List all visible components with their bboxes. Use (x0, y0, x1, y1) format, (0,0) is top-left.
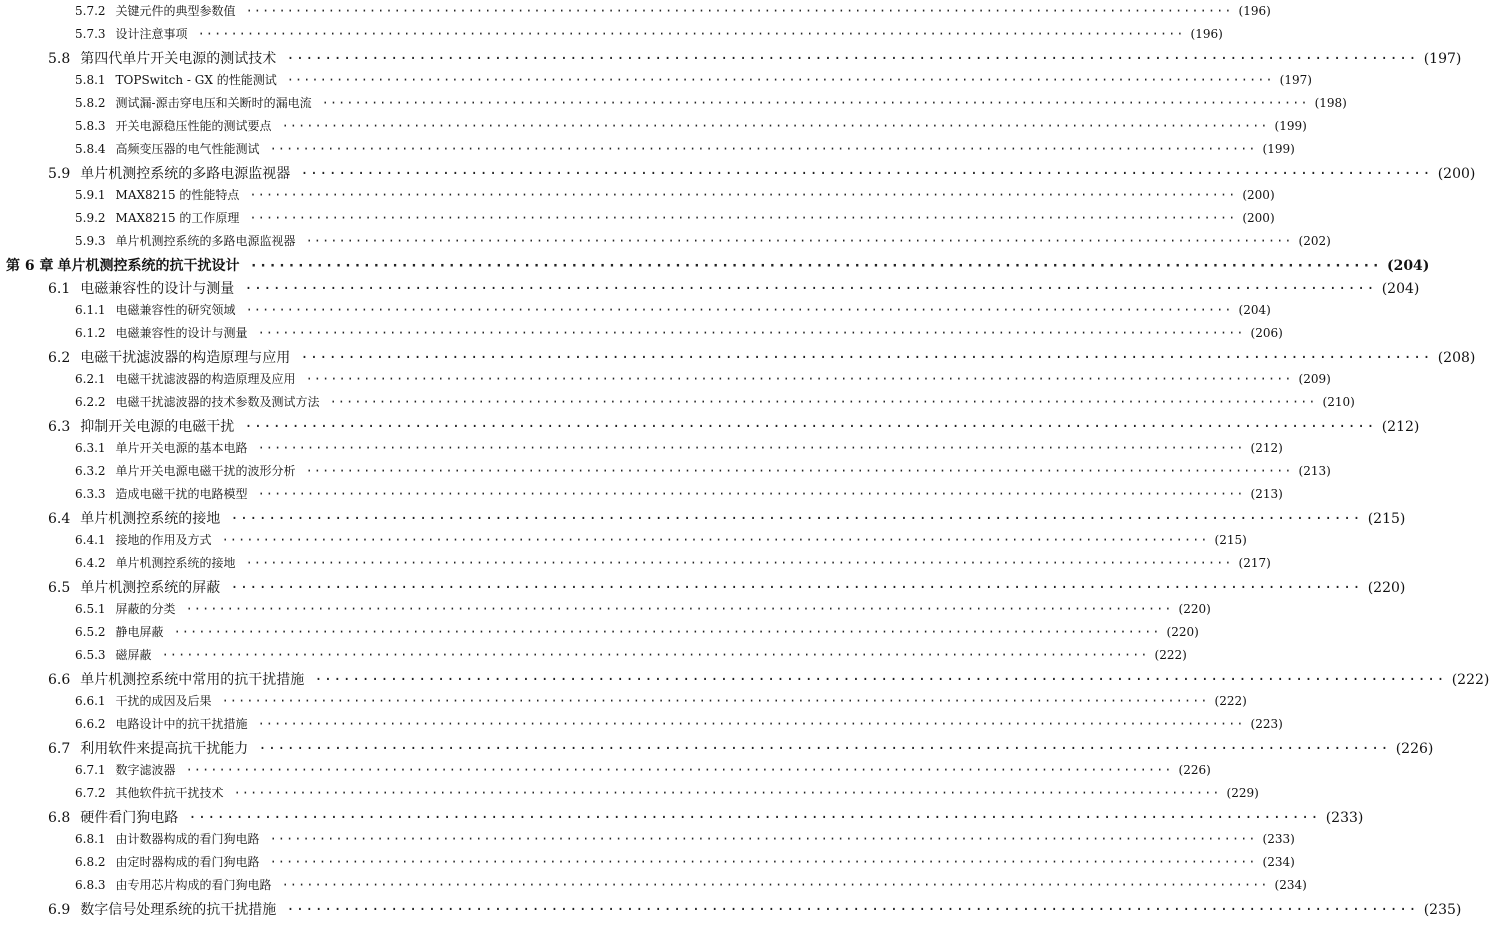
toc-entry-page: (223) (1250, 717, 1283, 731)
dot-leader: ························································································································ (244, 281, 1376, 297)
toc-entry-number: 6.3.1 (75, 441, 106, 455)
toc-entry-page: (220) (1367, 580, 1406, 596)
dot-leader: ························································································································ (221, 533, 1209, 547)
toc-entry[interactable] (0, 669, 1490, 693)
toc-entry-title: 数字滤波器 (115, 763, 176, 777)
dot-leader: ························································································································ (300, 166, 1432, 182)
dot-leader: ························································································································ (329, 395, 1317, 409)
toc-entry-title: 电磁干扰滤波器的构造原理及应用 (115, 372, 296, 386)
toc-entry-number: 6.5 (48, 580, 71, 596)
toc-entry-page: (198) (1314, 96, 1347, 110)
toc-entry[interactable] (0, 255, 1430, 279)
toc-entry-page: (200) (1242, 188, 1275, 202)
toc-entry-title: 设计注意事项 (115, 27, 188, 41)
dot-leader: ························································································································ (249, 188, 1237, 202)
toc-entry-title: 单片机测控系统的抗干扰设计 (57, 258, 240, 274)
dot-leader: ························································································································ (269, 855, 1257, 869)
dot-leader: ························································································································ (185, 602, 1173, 616)
toc-entry-number: 5.7.2 (75, 4, 106, 18)
toc-entry-page: (206) (1250, 326, 1283, 340)
dot-leader: ························································································································ (249, 211, 1237, 225)
dot-leader: ························································································································ (314, 672, 1446, 688)
toc-entry-page: (222) (1154, 648, 1187, 662)
dot-leader: ························································································································ (245, 303, 1233, 317)
dot-leader: ························································································································ (281, 119, 1269, 133)
toc-entry-title: 接地的作用及方式 (115, 533, 212, 547)
dot-leader: ························································································································ (188, 810, 1320, 826)
toc-entry-number: 6.6.1 (75, 694, 106, 708)
toc-entry[interactable] (0, 25, 1223, 47)
toc-entry[interactable] (0, 623, 1199, 645)
dot-leader: ························································································································ (257, 487, 1245, 501)
toc-entry-number: 6.1.2 (75, 326, 106, 340)
dot-leader: ························································································································ (305, 464, 1293, 478)
toc-entry-number: 6.2 (48, 350, 71, 366)
toc-entry-page: (217) (1238, 556, 1271, 570)
toc-entry-page: (215) (1214, 533, 1247, 547)
toc-entry-page: (199) (1262, 142, 1295, 156)
toc-entry-title: 单片开关电源电磁干扰的波形分析 (115, 464, 296, 478)
dot-leader: ························································································································ (305, 234, 1293, 248)
dot-leader: ························································································································ (197, 27, 1185, 41)
toc-entry[interactable] (0, 830, 1295, 852)
toc-entry-number: 5.8.3 (75, 119, 106, 133)
toc-entry-page: (220) (1178, 602, 1211, 616)
toc-entry-number: 5.8.1 (75, 73, 106, 87)
toc-entry-page: (220) (1166, 625, 1199, 639)
toc-entry-title: 单片开关电源的基本电路 (115, 441, 248, 455)
toc-entry[interactable] (0, 784, 1259, 806)
dot-leader: ························································································································ (305, 372, 1293, 386)
toc-entry-page: (199) (1274, 119, 1307, 133)
toc-entry[interactable] (0, 439, 1283, 461)
dot-leader: ························································································································ (286, 73, 1274, 87)
toc-entry-number: 6.5.1 (75, 602, 106, 616)
toc-entry-title: 单片机测控系统的屏蔽 (80, 580, 221, 596)
toc-entry-page: (229) (1226, 786, 1259, 800)
toc-entry-page: (196) (1238, 4, 1271, 18)
toc-entry-title: 第四代单片开关电源的测试技术 (80, 51, 277, 67)
toc-entry-title: 电磁干扰滤波器的技术参数及测试方法 (115, 395, 320, 409)
toc-entry-page: (197) (1423, 51, 1462, 67)
toc-entry-title: TOPSwitch - GX 的性能测试 (115, 73, 277, 87)
toc-entry-title: 关键元件的典型参数值 (115, 4, 236, 18)
toc-entry-title: 电磁兼容性的研究领域 (115, 303, 236, 317)
toc-entry-page: (213) (1298, 464, 1331, 478)
toc-entry-number: 5.9.1 (75, 188, 106, 202)
toc-entry-page: (234) (1262, 855, 1295, 869)
toc-entry-number: 6.9 (48, 902, 71, 918)
toc-entry-title: 干扰的成因及后果 (115, 694, 212, 708)
dot-leader: ························································································································ (286, 902, 1418, 918)
toc-entry[interactable] (0, 232, 1331, 254)
toc-entry-number: 6.6 (48, 672, 71, 688)
toc-entry[interactable] (0, 646, 1187, 668)
toc-entry-number: 6.5.2 (75, 625, 106, 639)
toc-entry-number: 5.8.4 (75, 142, 106, 156)
toc-entry-number: 6.1 (48, 281, 71, 297)
toc-entry-number: 6.2.2 (75, 395, 106, 409)
toc-entry[interactable] (0, 163, 1476, 187)
toc-entry-page: (204) (1381, 281, 1420, 297)
toc-entry-number: 6.6.2 (75, 717, 106, 731)
dot-leader: ························································································································ (245, 556, 1233, 570)
toc-entry[interactable] (0, 2, 1271, 24)
toc-entry-title: 电磁干扰滤波器的构造原理与应用 (80, 350, 291, 366)
toc-entry[interactable] (0, 186, 1275, 208)
toc-entry[interactable] (0, 876, 1307, 898)
toc-entry-page: (233) (1325, 810, 1364, 826)
dot-leader: ························································································································ (321, 96, 1309, 110)
toc-entry-number: 6.2.1 (75, 372, 106, 386)
toc-entry-number: 6.4.2 (75, 556, 106, 570)
toc-entry-number: 6.3.2 (75, 464, 106, 478)
toc-entry[interactable] (0, 485, 1283, 507)
toc-entry-number: 5.9 (48, 166, 71, 182)
toc-entry-number: 5.8 (48, 51, 71, 67)
toc-entry[interactable] (0, 278, 1420, 302)
toc-entry-number: 6.3 (48, 419, 71, 435)
toc-entry[interactable] (0, 416, 1420, 440)
toc-entry-title: 屏蔽的分类 (115, 602, 176, 616)
toc-entry-title: 电路设计中的抗干扰措施 (115, 717, 248, 731)
toc-entry[interactable] (0, 48, 1462, 72)
toc-entry[interactable] (0, 899, 1462, 923)
toc-entry-title: 开关电源稳压性能的测试要点 (115, 119, 272, 133)
toc-entry-number: 6.8.2 (75, 855, 106, 869)
toc-entry-number: 6.4.1 (75, 533, 106, 547)
toc-entry[interactable] (0, 761, 1211, 783)
dot-leader: ························································································································ (257, 441, 1245, 455)
toc-entry-number: 6.8 (48, 810, 71, 826)
toc-entry-number: 6.5.3 (75, 648, 106, 662)
dot-leader: ························································································································ (257, 717, 1245, 731)
toc-entry-page: (222) (1214, 694, 1247, 708)
toc-entry-title: 硬件看门狗电路 (80, 810, 179, 826)
dot-leader: ························································································································ (249, 258, 1381, 274)
toc-entry[interactable] (0, 140, 1295, 162)
toc-entry-page: (204) (1238, 303, 1271, 317)
toc-entry-title: 利用软件来提高抗干扰能力 (80, 741, 249, 757)
toc-entry[interactable] (0, 393, 1355, 415)
toc-entry[interactable] (0, 600, 1211, 622)
dot-leader: ························································································································ (221, 694, 1209, 708)
toc-entry-page: (196) (1190, 27, 1223, 41)
toc-entry-number: 5.8.2 (75, 96, 106, 110)
toc-entry[interactable] (0, 301, 1271, 323)
toc-entry-page: (204) (1386, 258, 1430, 274)
toc-entry-page: (208) (1437, 350, 1476, 366)
toc-entry-number: 6.1.1 (75, 303, 106, 317)
toc-entry[interactable] (0, 117, 1307, 139)
toc-entry-page: (209) (1298, 372, 1331, 386)
toc-entry[interactable] (0, 531, 1247, 553)
toc-entry-title: 测试漏-源击穿电压和关断时的漏电流 (115, 96, 312, 110)
toc-entry[interactable] (0, 577, 1406, 601)
dot-leader: ························································································································ (244, 419, 1376, 435)
toc-entry[interactable] (0, 71, 1312, 93)
dot-leader: ························································································································ (269, 142, 1257, 156)
dot-leader: ························································································································ (230, 511, 1362, 527)
dot-leader: ························································································································ (245, 4, 1233, 18)
toc-entry-number: 第 6 章 (6, 258, 54, 274)
toc-entry-title: 电磁兼容性的设计与测量 (80, 281, 235, 297)
toc-entry[interactable] (0, 324, 1283, 346)
toc-entry-page: (212) (1250, 441, 1283, 455)
toc-entry-page: (234) (1274, 878, 1307, 892)
toc-entry-number: 6.8.1 (75, 832, 106, 846)
toc-entry-number: 5.9.2 (75, 211, 106, 225)
toc-entry-title: 单片机测控系统中常用的抗干扰措施 (80, 672, 305, 688)
dot-leader: ························································································································ (230, 580, 1362, 596)
toc-entry-page: (222) (1451, 672, 1490, 688)
dot-leader: ························································································································ (161, 648, 1149, 662)
toc-entry-number: 6.7.1 (75, 763, 106, 777)
toc-entry-number: 6.7.2 (75, 786, 106, 800)
toc-entry-title: 由定时器构成的看门狗电路 (115, 855, 260, 869)
toc-entry[interactable] (0, 370, 1331, 392)
toc-entry-title: 静电屏蔽 (115, 625, 164, 639)
toc-entry[interactable] (0, 554, 1271, 576)
toc-entry-page: (215) (1367, 511, 1406, 527)
toc-entry-page: (226) (1178, 763, 1211, 777)
dot-leader: ························································································································ (258, 741, 1390, 757)
toc-entry-number: 6.8.3 (75, 878, 106, 892)
dot-leader: ························································································································ (185, 763, 1173, 777)
toc-entry-title: 单片机测控系统的多路电源监视器 (115, 234, 296, 248)
toc-entry-page: (202) (1298, 234, 1331, 248)
toc-entry-number: 6.3.3 (75, 487, 106, 501)
toc-entry-page: (210) (1322, 395, 1355, 409)
toc-entry[interactable] (0, 738, 1434, 762)
toc-entry[interactable] (0, 462, 1331, 484)
toc-entry[interactable] (0, 94, 1347, 116)
dot-leader: ························································································································ (269, 832, 1257, 846)
toc-entry-page: (200) (1242, 211, 1275, 225)
toc-entry-title: 单片机测控系统的接地 (115, 556, 236, 570)
toc-entry-page: (200) (1437, 166, 1476, 182)
dot-leader: ························································································································ (281, 878, 1269, 892)
toc-entry[interactable] (0, 807, 1364, 831)
toc-entry-title: 磁屏蔽 (115, 648, 152, 662)
toc-entry-title: 其他软件抗干扰技术 (115, 786, 224, 800)
toc-entry[interactable] (0, 715, 1283, 737)
dot-leader: ························································································································ (257, 326, 1245, 340)
toc-entry-title: 由专用芯片构成的看门狗电路 (115, 878, 272, 892)
toc-entry-page: (226) (1395, 741, 1434, 757)
toc-entry-title: MAX8215 的工作原理 (115, 211, 240, 225)
toc-entry[interactable] (0, 508, 1406, 532)
toc-entry-title: 高频变压器的电气性能测试 (115, 142, 260, 156)
toc-entry-title: MAX8215 的性能特点 (115, 188, 240, 202)
toc-entry-number: 6.7 (48, 741, 71, 757)
toc-entry-page: (212) (1381, 419, 1420, 435)
toc-entry[interactable] (0, 347, 1476, 371)
toc-entry-number: 5.7.3 (75, 27, 106, 41)
toc-entry-page: (213) (1250, 487, 1283, 501)
toc-entry-title: 数字信号处理系统的抗干扰措施 (80, 902, 277, 918)
toc-entry-number: 5.9.3 (75, 234, 106, 248)
toc-entry-title: 抑制开关电源的电磁干扰 (80, 419, 235, 435)
toc-entry-title: 单片机测控系统的接地 (80, 511, 221, 527)
toc-entry[interactable] (0, 853, 1295, 875)
toc-entry[interactable] (0, 209, 1275, 231)
toc-entry-title: 由计数器构成的看门狗电路 (115, 832, 260, 846)
dot-leader: ························································································································ (173, 625, 1161, 639)
toc-entry-title: 单片机测控系统的多路电源监视器 (80, 166, 291, 182)
toc-entry-page: (233) (1262, 832, 1295, 846)
toc-entry-page: (197) (1279, 73, 1312, 87)
dot-leader: ························································································································ (286, 51, 1418, 67)
toc-entry-number: 6.4 (48, 511, 71, 527)
dot-leader: ························································································································ (233, 786, 1221, 800)
toc-entry[interactable] (0, 692, 1247, 714)
toc-entry-page: (235) (1423, 902, 1462, 918)
dot-leader: ························································································································ (300, 350, 1432, 366)
toc-entry-title: 造成电磁干扰的电路模型 (115, 487, 248, 501)
toc-entry-title: 电磁兼容性的设计与测量 (115, 326, 248, 340)
